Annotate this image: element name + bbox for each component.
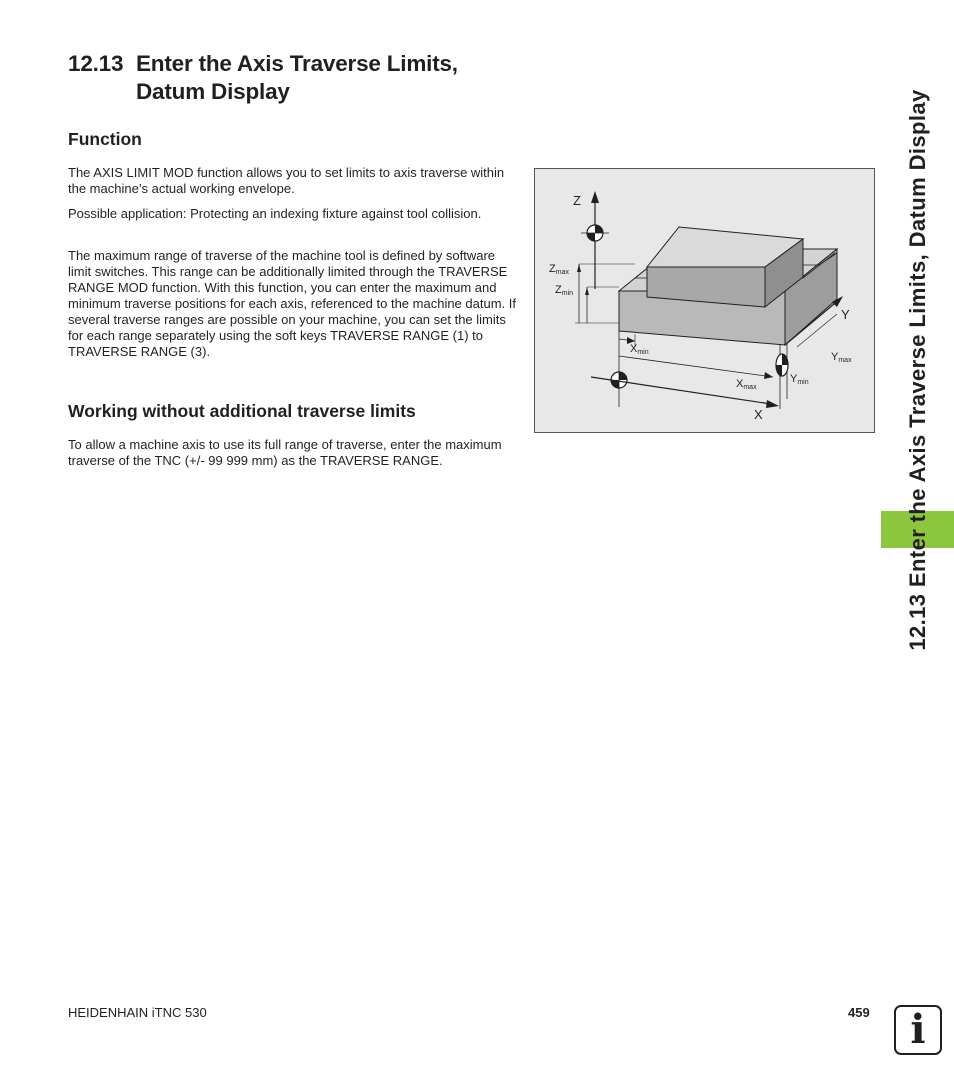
section-title: [136, 50, 458, 106]
y-max-label: Ymax: [831, 351, 852, 364]
traverse-limits-figure: [534, 168, 875, 433]
function-paragraph-3: The maximum range of traverse of the machine tool is defined by software limit switches. This range can be additionally limited through the TRAVERSE RANGE MOD function. With this function, you can enter the maximum and minimum traverse positions for each axis, referenced to the machine datum. If several traverse ranges are possible on your machine, you can set the limits for each range separately using the soft keys TRAVERSE RANGE (1) to TRAVERSE RANGE (3).: [68, 248, 516, 359]
info-glyph: i: [910, 1006, 926, 1053]
section-number: 12.13: [68, 51, 124, 76]
side-running-title-text: 12.13 Enter the Axis Traverse Limits, Datum Display: [905, 89, 930, 651]
y-axis-label: Y: [841, 307, 850, 322]
footer-product: HEIDENHAIN iTNC 530: [68, 1005, 207, 1020]
x-axis-label: X: [754, 407, 763, 422]
function-heading: Function: [68, 129, 142, 149]
section-title-line1: Enter the Axis Traverse Limits,: [136, 51, 458, 76]
function-paragraph-2: Possible application: Protecting an indexing fixture against tool collision.: [68, 206, 482, 221]
datum-symbol-y-icon: [776, 354, 788, 376]
function-paragraph-1: The AXIS LIMIT MOD function allows you to set limits to axis traverse within the machine’s actual working envelope.: [68, 165, 505, 196]
machine-table-illustration: [535, 169, 876, 434]
working-paragraph-1: To allow a machine axis to use its full range of traverse, enter the maximum traverse of the TNC (+/- 99 999 mm) as the TRAVERSE RANGE.: [68, 437, 502, 468]
z-axis-label: Z: [573, 193, 581, 208]
y-min-label: Ymin: [790, 373, 809, 386]
x-min-label: Xmin: [630, 343, 649, 356]
z-max-label: Zmax: [549, 263, 569, 276]
datum-symbol-z-icon: [581, 225, 609, 241]
working-heading: Working without additional traverse limits: [68, 401, 416, 421]
z-min-label: Zmin: [555, 284, 574, 297]
machine-table: [619, 227, 837, 345]
x-max-label: Xmax: [736, 378, 757, 391]
info-icon: [894, 1005, 942, 1055]
section-title-line2: Datum Display: [136, 79, 290, 104]
page-number: 459: [848, 1005, 870, 1020]
